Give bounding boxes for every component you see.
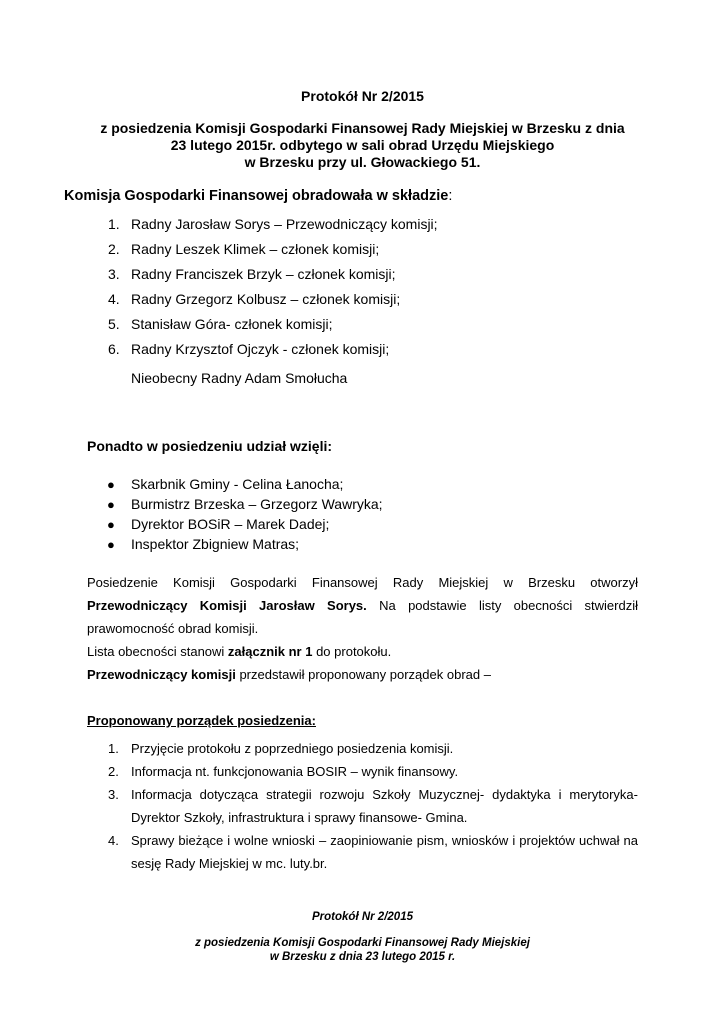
agenda-heading: Proponowany porządek posiedzenia: bbox=[87, 713, 316, 728]
member-text: Radny Grzegorz Kolbusz – członek komisji; bbox=[131, 291, 401, 307]
chairman-label: Przewodniczący komisji bbox=[87, 667, 236, 682]
subtitle-line-3: w Brzesku przy ul. Głowackiego 51. bbox=[244, 154, 481, 170]
list-number: 5. bbox=[108, 316, 120, 332]
list-item bbox=[90, 760, 638, 783]
list-number: 2. bbox=[108, 764, 119, 779]
list-number: 6. bbox=[108, 341, 120, 357]
list-item bbox=[90, 212, 438, 237]
list-item bbox=[90, 829, 638, 875]
guest-text: Skarbnik Gminy - Celina Łanocha; bbox=[131, 476, 344, 492]
list-number: 3. bbox=[108, 266, 120, 282]
footer-line-3: w Brzesku z dnia 23 lutego 2015 r. bbox=[269, 951, 456, 963]
bullet-icon: ● bbox=[107, 497, 115, 512]
member-text: Radny Jarosław Sorys – Przewodniczący komisji; bbox=[131, 216, 438, 232]
member-text: Radny Leszek Klimek – członek komisji; bbox=[131, 241, 380, 257]
opening-text-end: Na podstawie listy obecności stwierdził prawomocność obrad komisji. bbox=[87, 598, 638, 636]
member-text: Radny Krzysztof Ojczyk - członek komisji; bbox=[131, 341, 390, 357]
attendance-text-end: do protokołu. bbox=[312, 644, 392, 659]
bullet-icon: ● bbox=[107, 517, 115, 532]
list-item bbox=[90, 783, 638, 829]
agenda-text: Sprawy bieżące i wolne wnioski – zaopiniowanie pism, wniosków i projektów uchwał na sesję Rady Miejskiej w mc. luty.br. bbox=[131, 833, 638, 871]
agenda-intro-text: przedstawił proponowany porządek obrad – bbox=[235, 667, 491, 682]
document-title: Protokół Nr 2/2015 bbox=[301, 88, 424, 104]
agenda-text: Przyjęcie protokołu z poprzedniego posiedzenia komisji. bbox=[131, 741, 454, 756]
guest-text: Burmistrz Brzeska – Grzegorz Wawryka; bbox=[131, 496, 383, 512]
list-item bbox=[90, 337, 438, 362]
subtitle-line-1: z posiedzenia Komisji Gospodarki Finansowej Rady Miejskiej w Brzesku z dnia bbox=[100, 120, 625, 136]
list-number: 2. bbox=[108, 241, 120, 257]
absent-member: Nieobecny Radny Adam Smołucha bbox=[131, 370, 348, 386]
list-item bbox=[90, 737, 638, 760]
list-number: 3. bbox=[108, 787, 119, 802]
list-item bbox=[90, 474, 383, 494]
guests-heading: Ponadto w posiedzeniu udział wzięli: bbox=[87, 438, 333, 454]
bullet-icon: ● bbox=[107, 477, 115, 492]
agenda-text: Informacja nt. funkcjonowania BOSIR – wynik finansowy. bbox=[131, 764, 459, 779]
agenda-intro-paragraph bbox=[87, 663, 491, 686]
list-item bbox=[90, 237, 438, 262]
list-number: 4. bbox=[108, 291, 120, 307]
member-text: Radny Franciszek Brzyk – członek komisji; bbox=[131, 266, 396, 282]
footer-line-2: z posiedzenia Komisji Gospodarki Finansowej Rady Miejskiej bbox=[195, 937, 530, 949]
footer-subtitle bbox=[0, 936, 725, 964]
members-list bbox=[90, 212, 438, 362]
subtitle-line-2: 23 lutego 2015r. odbytego w sali obrad Urzędu Miejskiego bbox=[170, 137, 555, 153]
list-number: 1. bbox=[108, 741, 119, 756]
list-item bbox=[90, 312, 438, 337]
agenda-list bbox=[90, 737, 638, 875]
member-text: Stanisław Góra- członek komisji; bbox=[131, 316, 333, 332]
list-item bbox=[90, 494, 383, 514]
list-item bbox=[90, 262, 438, 287]
composition-heading-text: Komisja Gospodarki Finansowej obradowała w składzie bbox=[64, 188, 449, 204]
attendance-paragraph bbox=[87, 640, 391, 663]
chairman-name: Przewodniczący Komisji Jarosław Sorys. bbox=[87, 598, 367, 613]
opening-paragraph bbox=[87, 571, 638, 640]
attachment-ref: załącznik nr 1 bbox=[227, 644, 313, 659]
list-item bbox=[90, 287, 438, 312]
attendance-text: Lista obecności stanowi bbox=[87, 644, 228, 659]
bullet-icon: ● bbox=[107, 537, 115, 552]
footer-title: Protokół Nr 2/2015 bbox=[312, 911, 413, 923]
guests-list bbox=[90, 474, 383, 554]
guest-text: Inspektor Zbigniew Matras; bbox=[131, 536, 300, 552]
composition-heading-colon: : bbox=[448, 188, 453, 204]
list-number: 1. bbox=[108, 216, 120, 232]
document-subtitle bbox=[60, 120, 665, 171]
list-item bbox=[90, 534, 383, 554]
list-item bbox=[90, 514, 383, 534]
opening-text: Posiedzenie Komisji Gospodarki Finansowej Rady Miejskiej w Brzesku otworzył bbox=[87, 575, 638, 590]
composition-heading bbox=[64, 188, 452, 204]
list-number: 4. bbox=[108, 833, 119, 848]
guest-text: Dyrektor BOSiR – Marek Dadej; bbox=[131, 516, 330, 532]
agenda-text: Informacja dotycząca strategii rozwoju Szkoły Muzycznej- dydaktyka i merytoryka- Dyrektor Szkoły, infrastruktura i sprawy finansowe- Gmina. bbox=[131, 787, 638, 825]
